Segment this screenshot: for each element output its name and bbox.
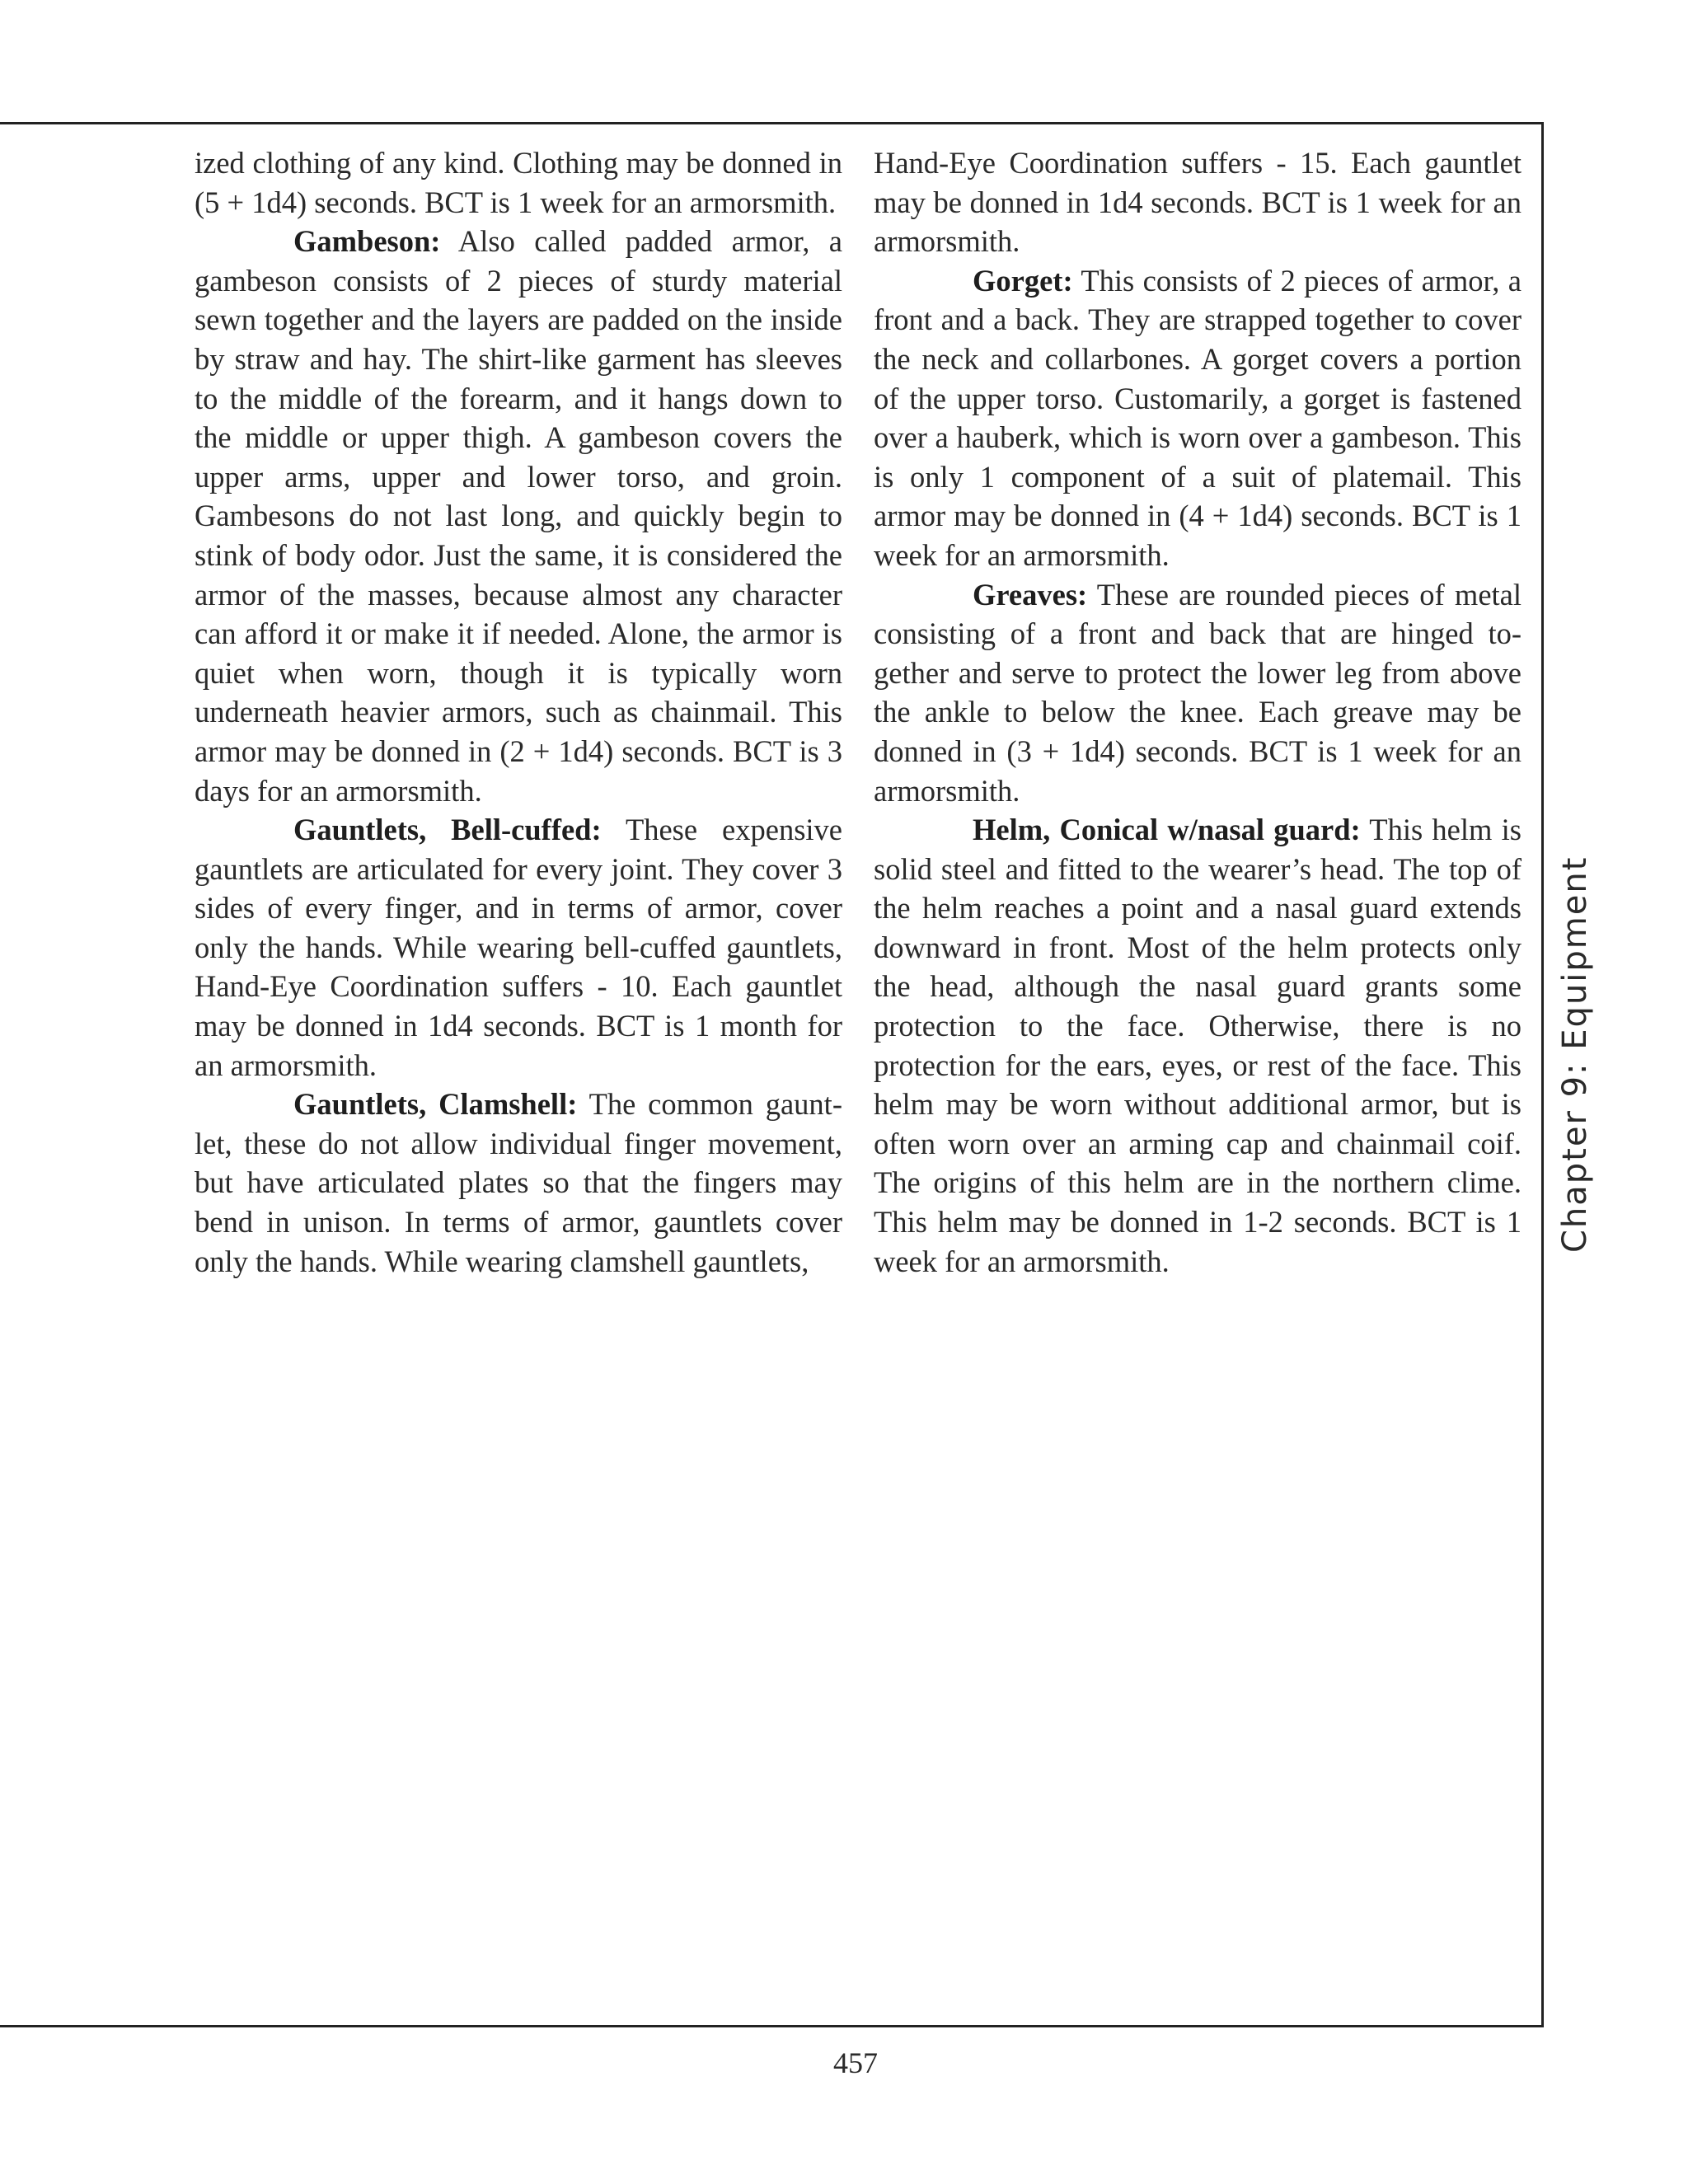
entry-gauntlets-clamshell (195, 1085, 842, 1281)
entry-text: These expensive gauntlets are articulated for every joint. They cover 3 sides of every finger, and in terms of armor, cover only the hands. While wearing bell-cuffed gauntlets, Hand-Eye Coordination suffers - 10. Each gauntlet may be donned in 1d4 seconds. BCT is 1 month for an armorsmith. (195, 813, 842, 1082)
right-column (874, 143, 1522, 1281)
entry-text: This helm is solid steel and fitted to the wearer’s head. The top of the helm reaches a point and a nasal guard extends downward in front. Most of the helm protects only the head, although the nasal guard grants some protection to the face. Otherwise, there is no protection for the ears, eyes, or rest of the face. This helm may be worn without additional armor, but is often worn over an arming cap and chainmail coif. The origins of this helm are in the northern clime. This helm may be donned in 1-2 seconds. BCT is 1 week for an armorsmith. (874, 813, 1522, 1278)
entry-text: Also called padded armor, a gambeson consists of 2 pieces of sturdy material sewn together and the layers are padded on the inside by straw and hay. The shirt-like garment has sleeves to the middle of the forearm, and it hangs down to the middle or upper thigh. A gambeson covers the upper arms, upper and lower torso, and groin. Gambesons do not last long, and quickly begin to stink of body odor. Just the same, it is considered the armor of the masses, because almost any character can afford it or make it if needed. Alone, the armor is quiet when worn, though it is typically worn underneath heavier armors, such as chainmail. This armor may be donned in (2 + 1d4) seconds. BCT is 3 days for an armorsmith. (195, 224, 842, 808)
entry-term: Helm, Conical w/nasal guard: (973, 813, 1361, 847)
entry-gorget (874, 261, 1522, 575)
chapter-tab: Chapter 9: Equipment (1556, 855, 1594, 1253)
entry-term: Gorget: (973, 263, 1073, 298)
entry-helm-conical (874, 810, 1522, 1281)
entry-term: Gambeson: (293, 224, 441, 259)
entry-term: Gauntlets, Bell-cuffed: (293, 813, 602, 847)
continuation-paragraph: Hand-Eye Coordination suffers - 15. Each gauntlet may be donned in 1d4 seconds. BCT is 1 week for an armorsmith. (874, 146, 1522, 259)
entry-term: Greaves: (973, 577, 1088, 612)
entry-gauntlets-bell-cuffed (195, 810, 842, 1085)
continuation-paragraph: ized clothing of any kind. Clothing may be donned in (5 + 1d4) seconds. BCT is 1 week for an armorsmith. (195, 146, 842, 219)
entry-text: These are rounded pieces of metal consisting of a front and back that are hinged together and serve to protect the lower leg from above the ankle to below the knee. Each greave may be donned in (3 + 1d4) seconds. BCT is 1 week for an armorsmith. (874, 577, 1522, 808)
left-column (195, 143, 842, 1281)
entry-text: The common gauntlet, these do not allow individual finger movement, but have articulated plates so that the fingers may bend in unison. In terms of armor, gauntlets cover only the hands. While wearing clamshell gauntlets, (195, 1087, 842, 1278)
entry-greaves (874, 575, 1522, 811)
entry-text: This consists of 2 pieces of armor, a front and a back. They are strapped together to cover the neck and collarbones. A gorget covers a portion of the upper torso. Customarily, a gorget is fastened over a hauberk, which is worn over a gambeson. This is only 1 component of a suit of platemail. This armor may be donned in (4 + 1d4) seconds. BCT is 1 week for an armorsmith. (874, 263, 1522, 572)
entry-gambeson (195, 222, 842, 810)
entry-term: Gauntlets, Clamshell: (293, 1087, 578, 1122)
page-number: 457 (833, 2046, 878, 2079)
